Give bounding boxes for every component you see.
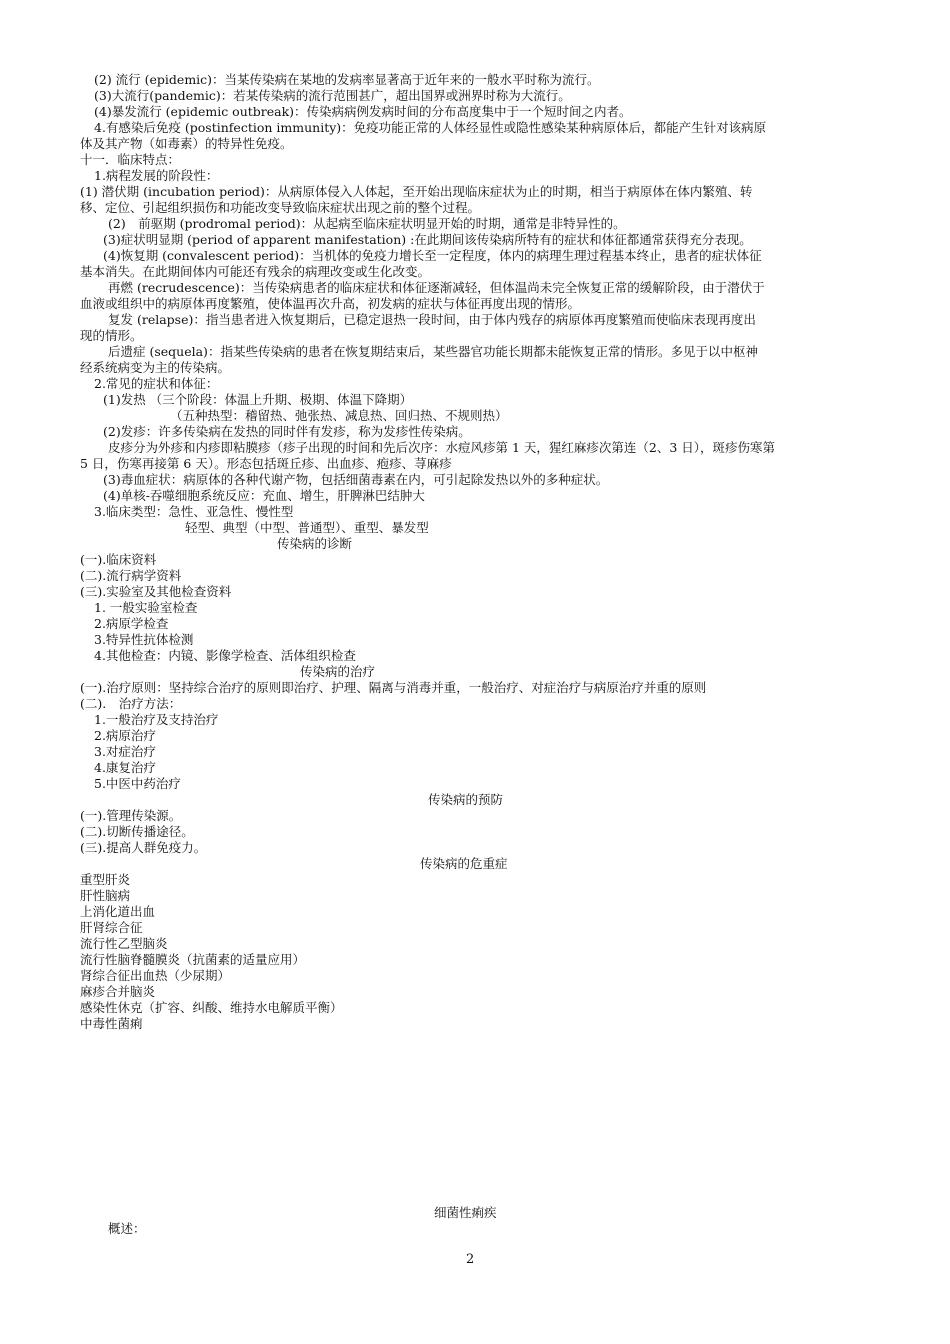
text-line: (2)发疹：许多传染病在发热的同时伴有发疹，称为发疹性传染病。: [103, 424, 471, 439]
text-line: (三).提高人群免疫力。: [80, 840, 207, 855]
section-title: 传染病的诊断: [277, 536, 353, 551]
text-line: (1)发热 （三个阶段：体温上升期、极期、体温下降期）: [103, 392, 413, 407]
text-line: 血液或组织中的病原体再度繁殖，使体温再次升高，初发病的症状与体征再度出现的情形。: [80, 296, 581, 311]
text-line: 后遗症 (sequela)：指某些传染病的患者在恢复期结束后，某些器官功能长期都未能恢复正常的情形。多见于以中枢神: [108, 344, 758, 359]
text-line: 4.有感染后免疫 (postinfection immunity)：免疫功能正常的人体经显性或隐性感染某种病原体后，都能产生针对该病原: [94, 120, 767, 135]
text-line: (一).治疗原则：坚持综合治疗的原则即治疗、护理、隔离与消毒并重，一般治疗、对症治疗与病原治疗并重的原则: [80, 680, 707, 695]
text-line: 3.临床类型：急性、亚急性、慢性型: [94, 504, 294, 519]
text-line: 体及其产物（如毒素）的特异性免疫。: [80, 136, 293, 151]
text-line: 1. 一般实验室检查: [94, 600, 198, 615]
list-item: 感染性休克（扩容、纠酸、维持水电解质平衡）: [80, 1000, 343, 1015]
section-title: 传染病的预防: [428, 792, 504, 807]
text-line: 经系统病变为主的传染病。: [80, 360, 231, 375]
text-line: 3.对症治疗: [94, 744, 156, 759]
section-heading: 十一．临床特点：: [80, 152, 181, 167]
section-title: 传染病的危重症: [420, 856, 508, 871]
text-line: 概述：: [108, 1221, 146, 1236]
text-line: (3)大流行(pandemic)：若某传染病的流行范围甚广，超出国界或洲界时称为大流行。: [94, 88, 571, 103]
text-line: 5 日，伤寒再接第 6 天）。形态包括斑丘疹、出血疹、疱疹、荨麻疹: [80, 456, 452, 471]
chapter-title: 细菌性痢疾: [434, 1205, 497, 1220]
list-item: 流行性脑脊髓膜炎（抗菌素的适量应用）: [80, 952, 306, 967]
text-line: (二).切断传播途径。: [80, 824, 194, 839]
text-line: 2.病原治疗: [94, 728, 156, 743]
text-line: (4)暴发流行 (epidemic outbreak)：传染病病例发病时间的分布高度集中于一个短时间之内者。: [94, 104, 632, 119]
text-line: (4)单核-吞噬细胞系统反应：充血、增生，肝脾淋巴结肿大: [103, 488, 425, 503]
text-line: 轻型、典型（中型、普通型）、重型、暴发型: [185, 520, 429, 535]
text-line: (2) 流行 (epidemic)：当某传染病在某地的发病率显著高于近年来的一般水平时称为流行。: [94, 72, 600, 87]
text-line: (一).管理传染源。: [80, 808, 182, 823]
page-number: 2: [466, 1252, 475, 1267]
list-item: 中毒性菌痢: [80, 1016, 143, 1031]
text-line: 基本消失。在此期间体内可能还有残余的病理改变或生化改变。: [80, 264, 431, 279]
text-line: 1.一般治疗及支持治疗: [94, 712, 219, 727]
text-line: 4.其他检查：内镜、影像学检查、活体组织检查: [94, 648, 356, 663]
text-line: 3.特异性抗体检测: [94, 632, 194, 647]
text-line: 再燃 (recrudescence)：当传染病患者的临床症状和体征逐渐减轻，但体温尚未完全恢复正常的缓解阶段，由于潜伏于: [108, 280, 765, 295]
text-line: (二).流行病学资料: [80, 568, 182, 583]
text-line: (二). 治疗方法：: [80, 696, 182, 711]
text-line: 2.常见的症状和体征：: [94, 376, 219, 391]
text-line: (4)恢复期 (convalescent period)：当机体的免疫力增长至一定程度，体内的病理生理过程基本终止，患者的症状体征: [103, 248, 762, 263]
list-item: 肾综合征出血热（少尿期）: [80, 968, 231, 983]
text-line: （五种热型：稽留热、弛张热、减息热、回归热、不规则热）: [170, 408, 508, 423]
list-item: 肝性脑病: [80, 888, 131, 903]
text-line: 复发 (relapse)：指当患者进入恢复期后，已稳定退热一段时间，由于体内残存的病原体再度繁殖而使临床表现再度出: [108, 312, 756, 327]
text-line: 1.病程发展的阶段性：: [94, 168, 219, 183]
text-line: 皮疹分为外疹和内疹即粘膜疹（疹子出现的时间和先后次序：水痘风疹第 1 天，猩红麻疹次第连（2、3 日），斑疹伤寒第: [108, 440, 776, 455]
text-line: (3)症状明显期 (period of apparent manifestation) :在此期间该传染病所特有的症状和体征都通常获得充分表现。: [103, 232, 752, 247]
list-item: 麻疹合并脑炎: [80, 984, 156, 999]
text-line: 移、定位、引起组织损伤和功能改变导致临床症状出现之前的整个过程。: [80, 200, 481, 215]
list-item: 上消化道出血: [80, 904, 156, 919]
text-line: (三).实验室及其他检查资料: [80, 584, 232, 599]
list-item: 重型肝炎: [80, 872, 131, 887]
text-line: 4.康复治疗: [94, 760, 156, 775]
text-line: 现的情形。: [80, 328, 143, 343]
text-line: 5.中医中药治疗: [94, 776, 181, 791]
text-line: (2) 前驱期 (prodromal period)：从起病至临床症状明显开始的时期，通常是非特异性的。: [108, 216, 626, 231]
list-item: 肝肾综合征: [80, 920, 143, 935]
text-line: (3)毒血症状：病原体的各种代谢产物，包括细菌毒素在内，可引起除发热以外的多种症状。: [103, 472, 609, 487]
list-item: 流行性乙型脑炎: [80, 936, 168, 951]
section-title: 传染病的治疗: [300, 664, 376, 679]
text-line: (1) 潜伏期 (incubation period)：从病原体侵入人体起，至开始出现临床症状为止的时期，相当于病原体在体内繁殖、转: [80, 184, 753, 199]
text-line: (一).临床资料: [80, 552, 157, 567]
text-line: 2.病原学检查: [94, 616, 169, 631]
